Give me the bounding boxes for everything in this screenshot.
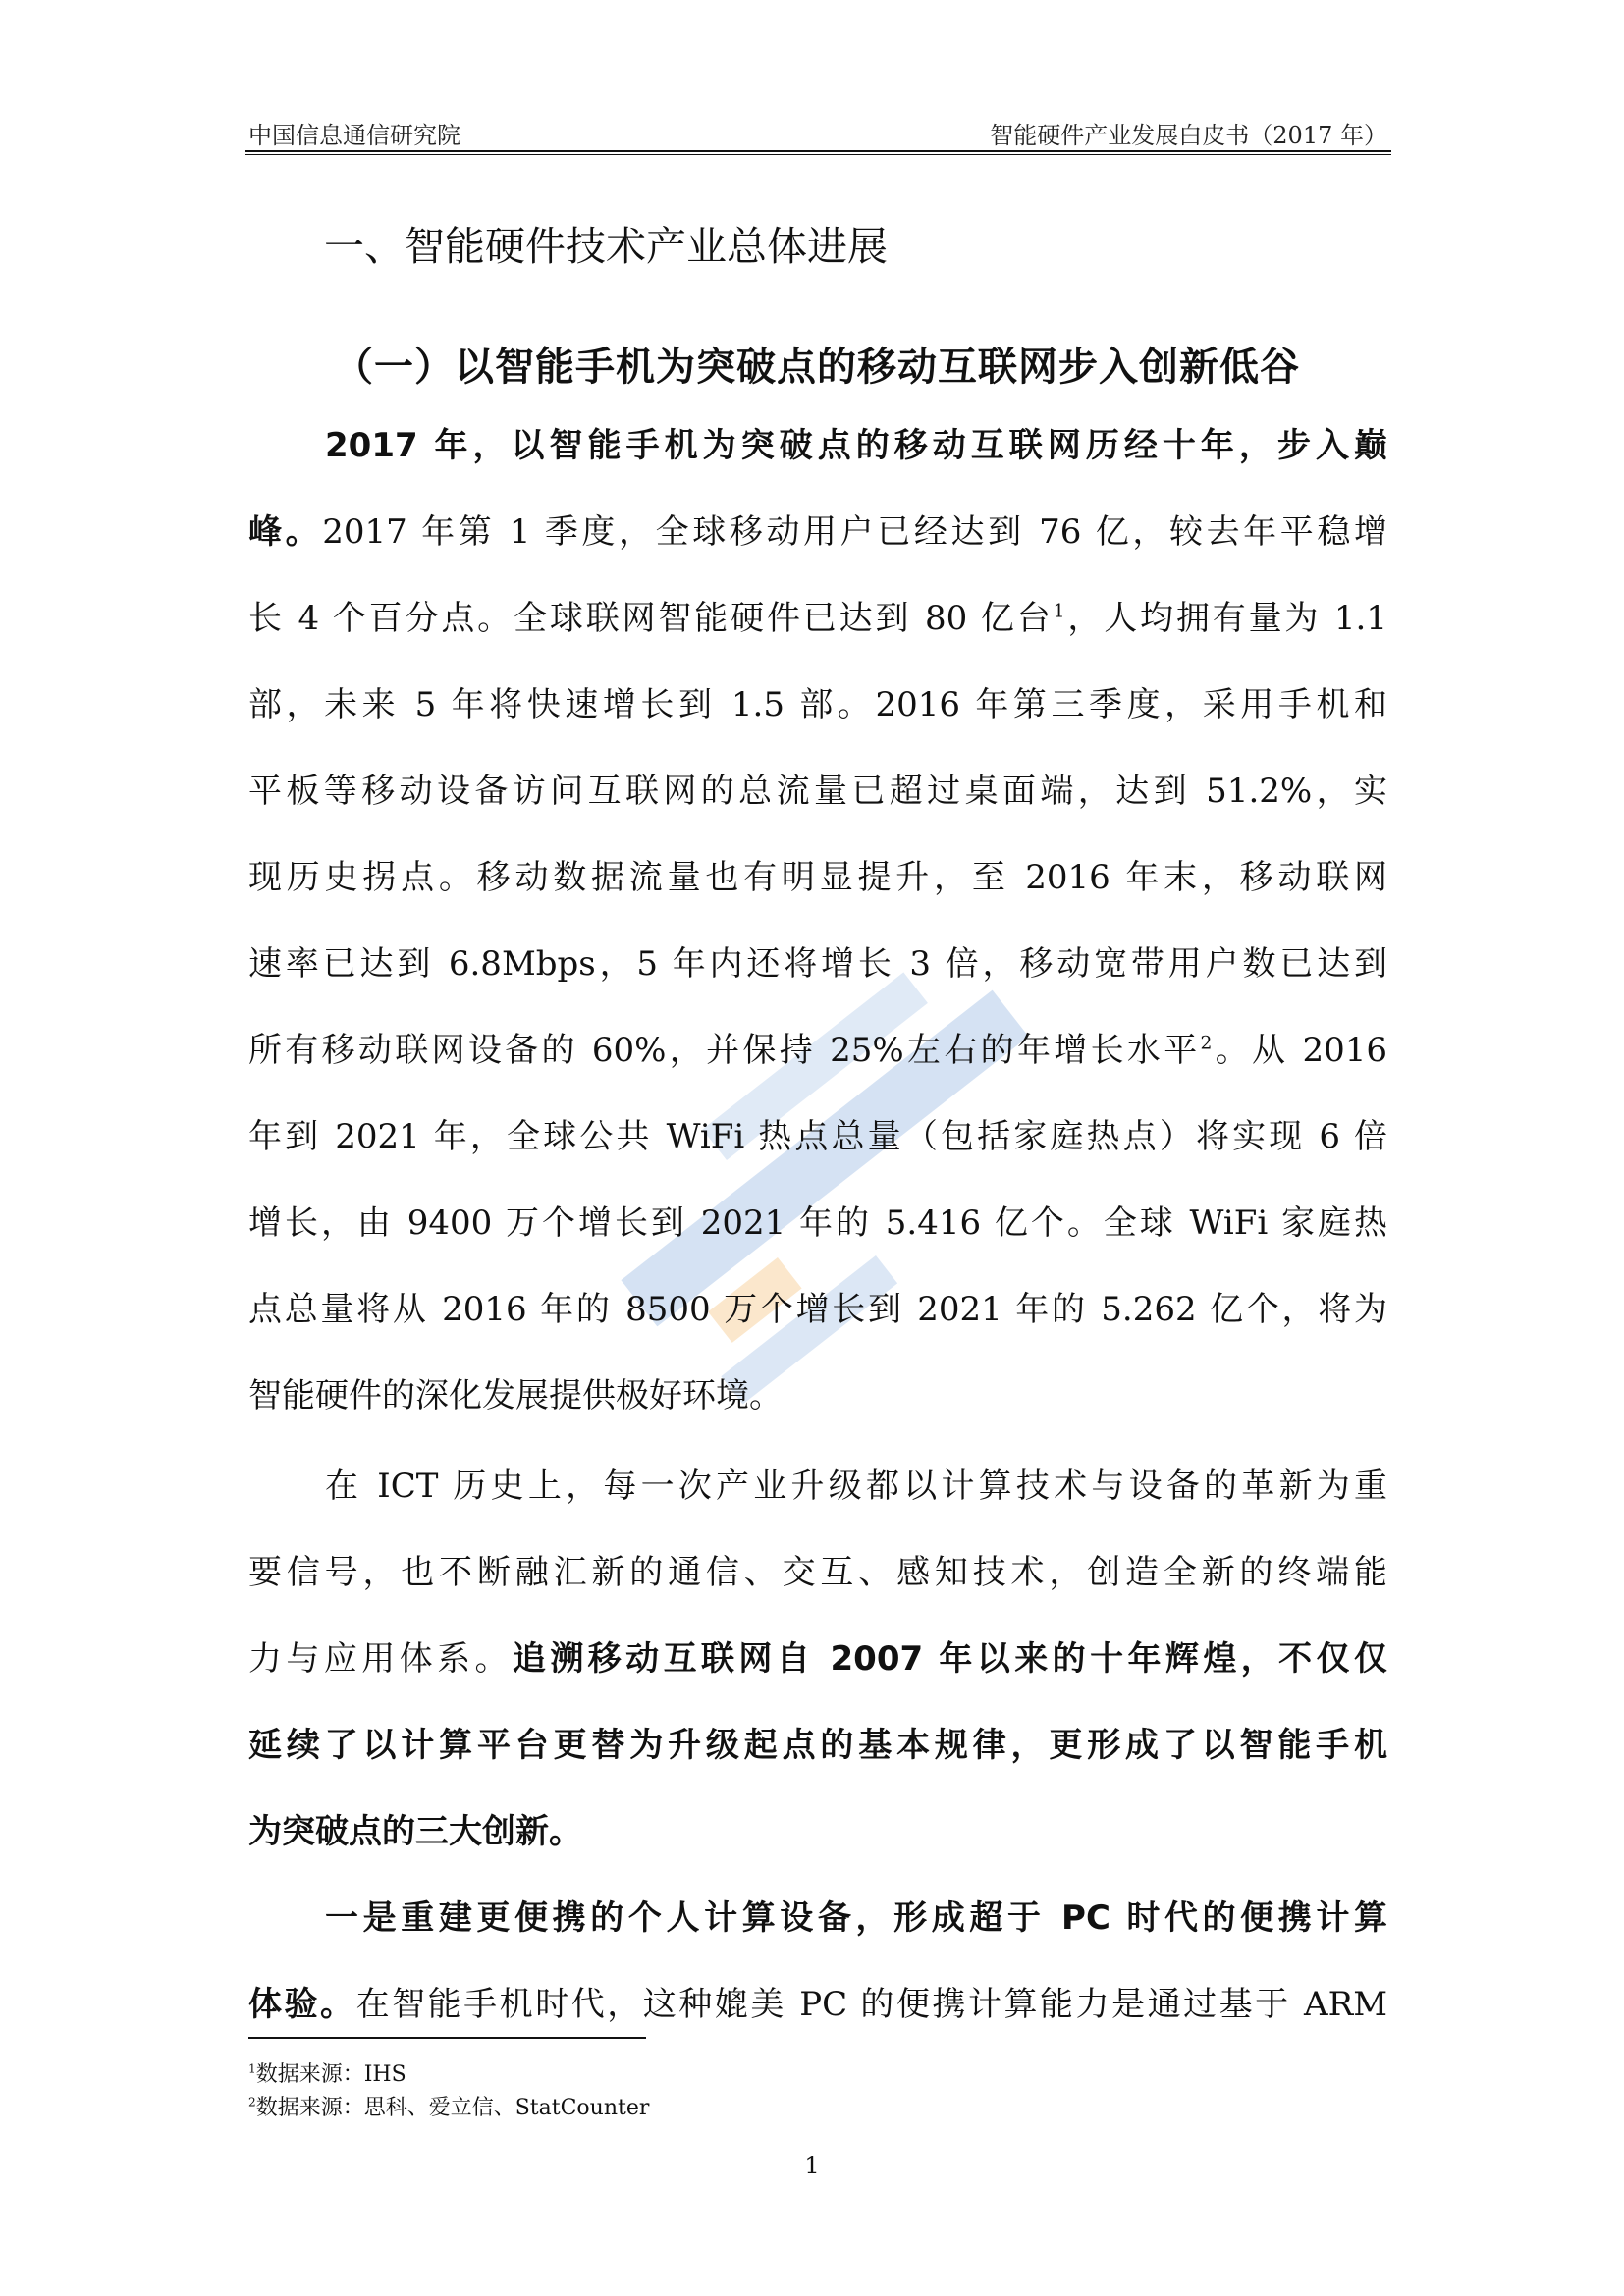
- text-line: 在 ICT 历史上，每一次产业升级都以计算技术与设备的革新为重: [325, 1467, 1387, 1506]
- footnote-text: 数据来源：IHS: [255, 2062, 406, 2087]
- text-run: 。从 2016: [1212, 1031, 1387, 1070]
- header-rule-thin: [245, 154, 1391, 155]
- header-org: 中国信息通信研究院: [248, 122, 460, 149]
- text-run: 所有移动联网设备的 60%，并保持 25%左右的年增长水平: [248, 1031, 1201, 1070]
- footnote-1: [248, 2057, 406, 2088]
- footnote-ref: 2: [1200, 1033, 1213, 1054]
- footnote-mark: 1: [248, 2061, 256, 2076]
- text-line: 部，未来 5 年将快速增长到 1.5 部。2016 年第三季度，采用手机和: [248, 685, 1387, 724]
- text-run-bold: 体验。: [248, 1985, 356, 2024]
- header-doc-title: 智能硬件产业发展白皮书（2017 年）: [990, 122, 1387, 149]
- footnote-ref: 1: [1053, 601, 1065, 622]
- text-run: 力与应用体系。: [248, 1639, 513, 1679]
- text-run: 长 4 个百分点。全球联网智能硬件已达到 80 亿台: [248, 599, 1054, 638]
- text-line: 为突破点的三大创新。: [248, 1812, 582, 1851]
- section-heading: 一、智能硬件技术产业总体进展: [324, 223, 888, 270]
- text-line: [248, 1616, 1387, 1702]
- text-line: 现历史拐点。移动数据流量也有明显提升，至 2016 年末，移动联网: [248, 858, 1387, 897]
- text-line: 速率已达到 6.8Mbps，5 年内还将增长 3 倍，移动宽带用户数已达到: [248, 944, 1387, 984]
- text-line: [248, 575, 1387, 662]
- text-line: 增长，由 9400 万个增长到 2021 年的 5.416 亿个。全球 WiFi 家庭热: [248, 1203, 1387, 1243]
- text-line: 延续了以计算平台更替为升级起点的基本规律，更形成了以智能手机: [248, 1726, 1387, 1765]
- text-run-bold: 追溯移动互联网自 2007 年以来的十年辉煌，不仅仅: [512, 1639, 1387, 1679]
- footnote-rule: [248, 2037, 646, 2039]
- text-run-bold: 峰。: [248, 512, 323, 552]
- text-line: [248, 1961, 1387, 2048]
- page-number: 1: [804, 2152, 820, 2179]
- text-run: 在智能手机时代，这种媲美 PC 的便携计算能力是通过基于 ARM: [355, 1985, 1388, 2024]
- paragraph-3: [248, 1875, 1387, 2048]
- text-line: 一是重建更便携的个人计算设备，形成超于 PC 时代的便携计算: [325, 1898, 1387, 1938]
- text-line: 平板等移动设备访问互联网的总流量已超过桌面端，达到 51.2%，实: [248, 772, 1387, 811]
- footnote-2: [248, 2091, 649, 2121]
- text-line: 智能硬件的深化发展提供极好环境。: [248, 1376, 783, 1415]
- paragraph-2: [248, 1443, 1387, 1875]
- text-line: [248, 1007, 1387, 1094]
- text-run: 2017 年第 1 季度，全球移动用户已经达到 76 亿，较去年平稳增: [322, 512, 1388, 552]
- text-run: ，人均拥有量为 1.1: [1064, 599, 1387, 638]
- text-line: 年到 2021 年，全球公共 WiFi 热点总量（包括家庭热点）将实现 6 倍: [248, 1117, 1387, 1156]
- footnote-mark: 2: [248, 2095, 256, 2109]
- subsection-heading: （一）以智能手机为突破点的移动互联网步入创新低谷: [334, 344, 1300, 390]
- header-rule: [245, 150, 1391, 152]
- paragraph-1: [248, 402, 1387, 1439]
- text-line: 要信号，也不断融汇新的通信、交互、感知技术，创造全新的终端能: [248, 1553, 1387, 1592]
- text-line: 点总量将从 2016 年的 8500 万个增长到 2021 年的 5.262 亿个，将为: [248, 1290, 1387, 1329]
- text-line: [248, 489, 1387, 575]
- text-line: 2017 年，以智能手机为突破点的移动互联网历经十年，步入巅: [325, 426, 1387, 465]
- footnote-text: 数据来源：思科、爱立信、StatCounter: [255, 2096, 650, 2120]
